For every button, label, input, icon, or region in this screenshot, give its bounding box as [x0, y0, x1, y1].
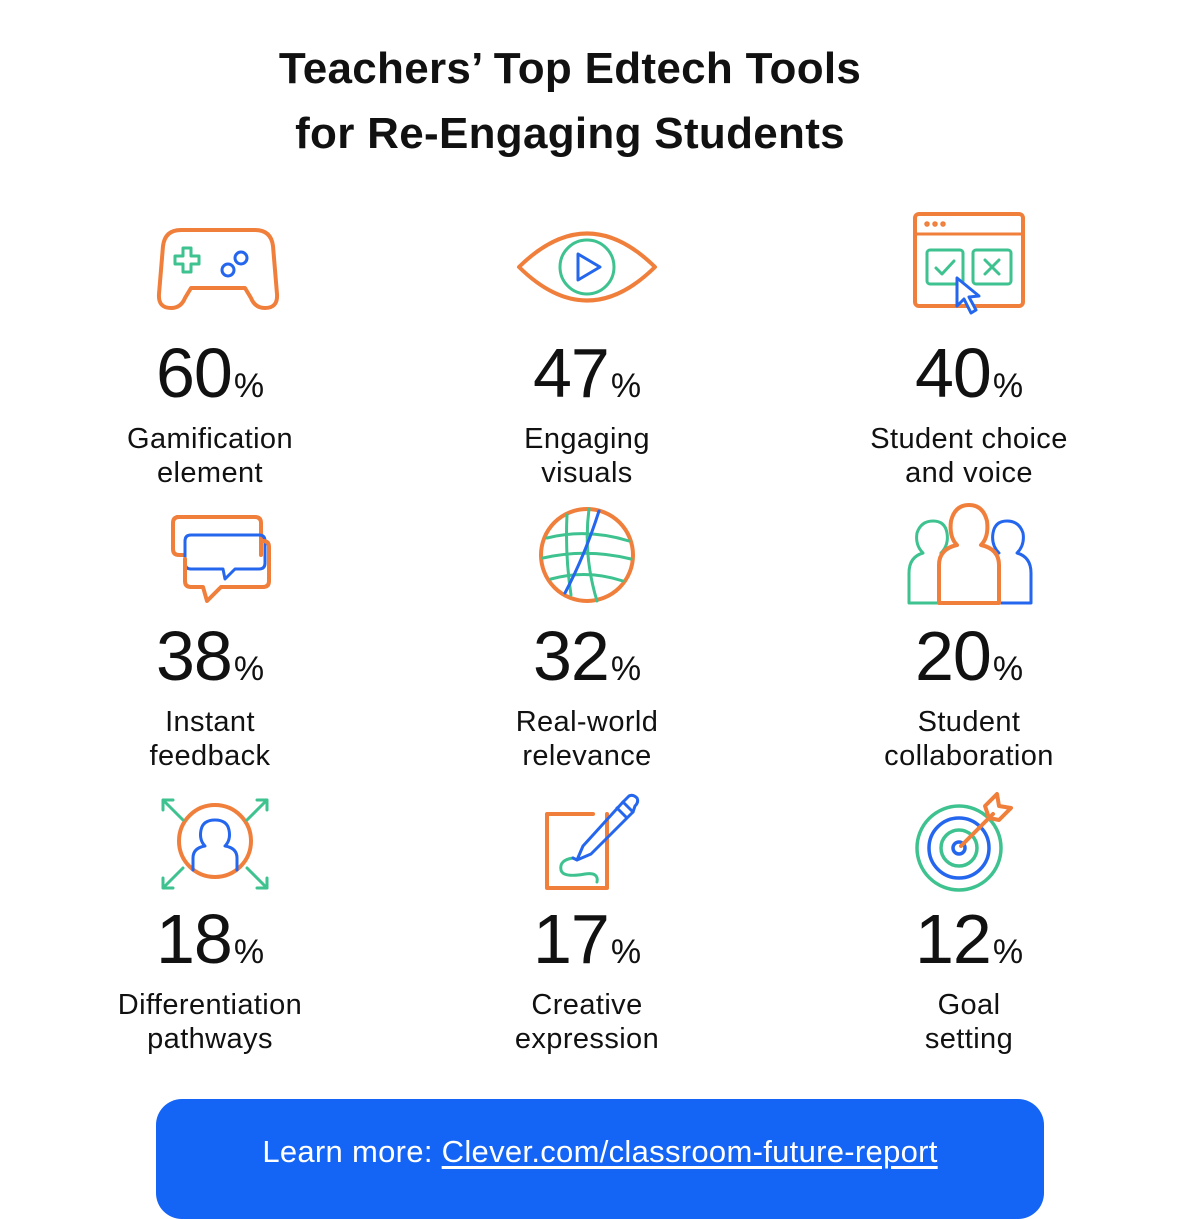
eye-play-icon: [515, 210, 659, 320]
stat-value: 12%: [914, 900, 1024, 978]
stat-label: Real-world relevance: [515, 706, 659, 772]
title-line-1: Teachers’ Top Edtech Tools: [278, 44, 862, 93]
stat-label: Differentiation pathways: [117, 989, 303, 1055]
stat-label: Creative expression: [514, 989, 660, 1055]
stat-value: 60%: [155, 334, 265, 412]
stat-value: 20%: [914, 617, 1024, 695]
infographic-title: [0, 36, 1140, 166]
person-expand-icon: [157, 776, 273, 896]
title-line-2: for Re-Engaging Students: [295, 109, 845, 158]
globe-icon: [537, 493, 637, 608]
learn-more-banner: [156, 1099, 1044, 1219]
learn-more-prefix: Learn more:: [262, 1134, 442, 1169]
stat-value: 40%: [914, 334, 1024, 412]
stat-label: Student collaboration: [884, 706, 1054, 772]
stat-label: Instant feedback: [149, 706, 271, 772]
stat-label: Gamification element: [127, 423, 293, 489]
stat-label: Goal setting: [924, 989, 1014, 1055]
stat-value: 17%: [532, 900, 642, 978]
stat-value: 47%: [532, 334, 642, 412]
learn-more-text: [156, 1134, 1044, 1170]
chat-bubbles-icon: [155, 493, 275, 613]
group-people-icon: [905, 493, 1035, 608]
report-link[interactable]: Clever.com/classroom-future-report: [441, 1134, 938, 1169]
pen-drawing-icon: [537, 776, 647, 896]
stat-value: 32%: [532, 617, 642, 695]
stat-value: 18%: [155, 900, 265, 978]
browser-checkbox-icon: [907, 210, 1031, 325]
target-dart-icon: [911, 776, 1021, 896]
stat-label: Engaging visuals: [524, 423, 650, 489]
stat-label: Student choice and voice: [870, 423, 1068, 489]
stat-value: 38%: [155, 617, 265, 695]
game-controller-icon: [153, 210, 283, 320]
